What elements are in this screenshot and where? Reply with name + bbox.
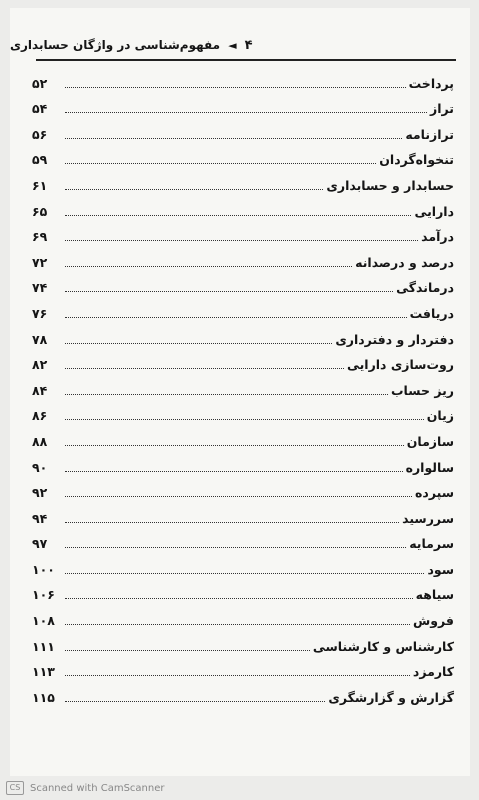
toc-entry-title: دارایی — [414, 203, 454, 219]
toc-entry-page: ۹۴ — [32, 510, 48, 526]
toc-entry — [32, 220, 454, 246]
toc-entry-title: روت‌سازی دارایی — [346, 357, 454, 373]
toc-entry-title: سیاهه — [415, 587, 454, 603]
toc-entry-page: ۶۱ — [32, 177, 48, 193]
toc-entry — [32, 450, 454, 476]
toc-entry — [32, 527, 454, 553]
toc-entry — [32, 66, 454, 92]
toc-entry-page: ۸۲ — [32, 357, 48, 373]
dot-leader — [65, 624, 410, 625]
header-page-number: ۴ — [244, 37, 253, 53]
toc-entry — [32, 245, 454, 271]
toc-entry-page: ۶۵ — [32, 203, 48, 219]
toc-entry-page: ۹۷ — [32, 536, 48, 552]
toc-entry-title: سپرده — [415, 485, 454, 501]
toc-entry-title: سود — [427, 561, 454, 577]
toc-entry-page: ۱۱۳ — [32, 664, 55, 680]
camscanner-logo-icon: CS — [6, 781, 24, 795]
toc-entry-title: فروش — [413, 613, 454, 629]
toc-entry-title: سرمایه — [409, 536, 454, 552]
toc-entry — [32, 552, 454, 578]
toc-entry-title: سررسید — [402, 510, 454, 526]
toc-entry — [32, 143, 454, 169]
dot-leader — [65, 343, 332, 344]
scanner-watermark-text: Scanned with CamScanner — [30, 782, 165, 794]
toc-entry — [32, 373, 454, 399]
toc-entry — [32, 322, 454, 348]
toc-entry — [32, 168, 454, 194]
toc-entry — [32, 399, 454, 425]
dot-leader — [65, 291, 393, 292]
toc-entry-page: ۸۸ — [32, 433, 48, 449]
toc-entry-page: ۱۱۵ — [32, 689, 55, 705]
toc-entry-page: ۵۶ — [32, 126, 48, 142]
toc-entry-page: ۹۰ — [32, 459, 48, 475]
toc-entry — [32, 424, 454, 450]
dot-leader — [65, 266, 352, 267]
toc-entry-title: سازمان — [406, 433, 454, 449]
toc-entry-title: ترازنامه — [405, 126, 454, 142]
dot-leader — [65, 215, 411, 216]
toc-entry-title: سالواره — [405, 459, 454, 475]
toc-entry — [32, 501, 454, 527]
toc-entry-title: تراز — [430, 101, 454, 117]
dot-leader — [65, 445, 404, 446]
dot-leader — [65, 394, 388, 395]
toc-entry-page: ۷۶ — [32, 305, 48, 321]
toc-entry-title: ریز حساب — [390, 382, 454, 398]
dot-leader — [65, 163, 376, 164]
dot-leader — [65, 87, 406, 88]
toc-entry-title: کارمزد — [412, 664, 454, 680]
toc-entry-title: دفتردار و دفترداری — [335, 331, 454, 347]
toc-entry — [32, 578, 454, 604]
toc-entry — [32, 655, 454, 681]
dot-leader — [65, 138, 402, 139]
dot-leader — [65, 496, 412, 497]
dot-leader — [65, 650, 310, 651]
toc-entry — [32, 117, 454, 143]
toc-entry-page: ۸۴ — [32, 382, 48, 398]
dot-leader — [65, 368, 344, 369]
toc-entry-page: ۶۹ — [32, 229, 48, 245]
toc-entry-page: ۵۴ — [32, 101, 48, 117]
toc-entry-title: درآمد — [421, 229, 454, 245]
dot-leader — [65, 701, 325, 702]
header-arrow-icon: ◄ — [228, 38, 237, 52]
dot-leader — [65, 189, 323, 190]
toc-entry — [32, 476, 454, 502]
toc-entry-page: ۱۰۸ — [32, 613, 55, 629]
toc-entry — [32, 680, 454, 706]
toc-entry — [32, 271, 454, 297]
toc-entry — [32, 296, 454, 322]
toc-entry-page: ۸۶ — [32, 408, 48, 424]
toc-entry-title: کارشناس و کارشناسی — [312, 638, 454, 654]
dot-leader — [65, 675, 410, 676]
dot-leader — [65, 471, 403, 472]
dot-leader — [65, 240, 418, 241]
toc-entry-title: پرداخت — [408, 75, 454, 91]
book-page — [10, 8, 470, 776]
toc-entry — [32, 92, 454, 118]
toc-entry-page: ۹۲ — [32, 485, 48, 501]
toc-entry-title: تنخواه‌گردان — [379, 152, 454, 168]
header-rule — [36, 59, 456, 61]
dot-leader — [65, 112, 427, 113]
header-title: مفهوم‌شناسی در واژگان حسابداری — [10, 38, 221, 52]
dot-leader — [65, 419, 424, 420]
scanner-footer — [0, 776, 479, 800]
toc-entry-page: ۷۸ — [32, 331, 48, 347]
toc-entry-title: زیان — [426, 408, 454, 424]
table-of-contents — [32, 66, 454, 706]
toc-entry — [32, 603, 454, 629]
toc-entry-title: گزارش و گزارشگری — [328, 689, 454, 705]
dot-leader — [65, 547, 406, 548]
toc-entry-title: دریافت — [409, 305, 454, 321]
dot-leader — [65, 598, 413, 599]
toc-entry — [32, 348, 454, 374]
toc-entry-page: ۷۲ — [32, 254, 48, 270]
toc-entry-page: ۷۴ — [32, 280, 48, 296]
toc-entry-page: ۱۰۰ — [32, 561, 55, 577]
running-header — [10, 32, 470, 58]
dot-leader — [65, 522, 399, 523]
toc-entry-title: درصد و درصدانه — [355, 254, 454, 270]
toc-entry-page: ۱۰۶ — [32, 587, 55, 603]
toc-entry — [32, 629, 454, 655]
toc-entry-title: درماندگی — [396, 280, 454, 296]
dot-leader — [65, 573, 424, 574]
toc-entry-page: ۱۱۱ — [32, 638, 55, 654]
toc-entry-page: ۵۲ — [32, 75, 48, 91]
toc-entry — [32, 194, 454, 220]
dot-leader — [65, 317, 407, 318]
toc-entry-title: حسابدار و حسابداری — [326, 177, 454, 193]
toc-entry-page: ۵۹ — [32, 152, 48, 168]
